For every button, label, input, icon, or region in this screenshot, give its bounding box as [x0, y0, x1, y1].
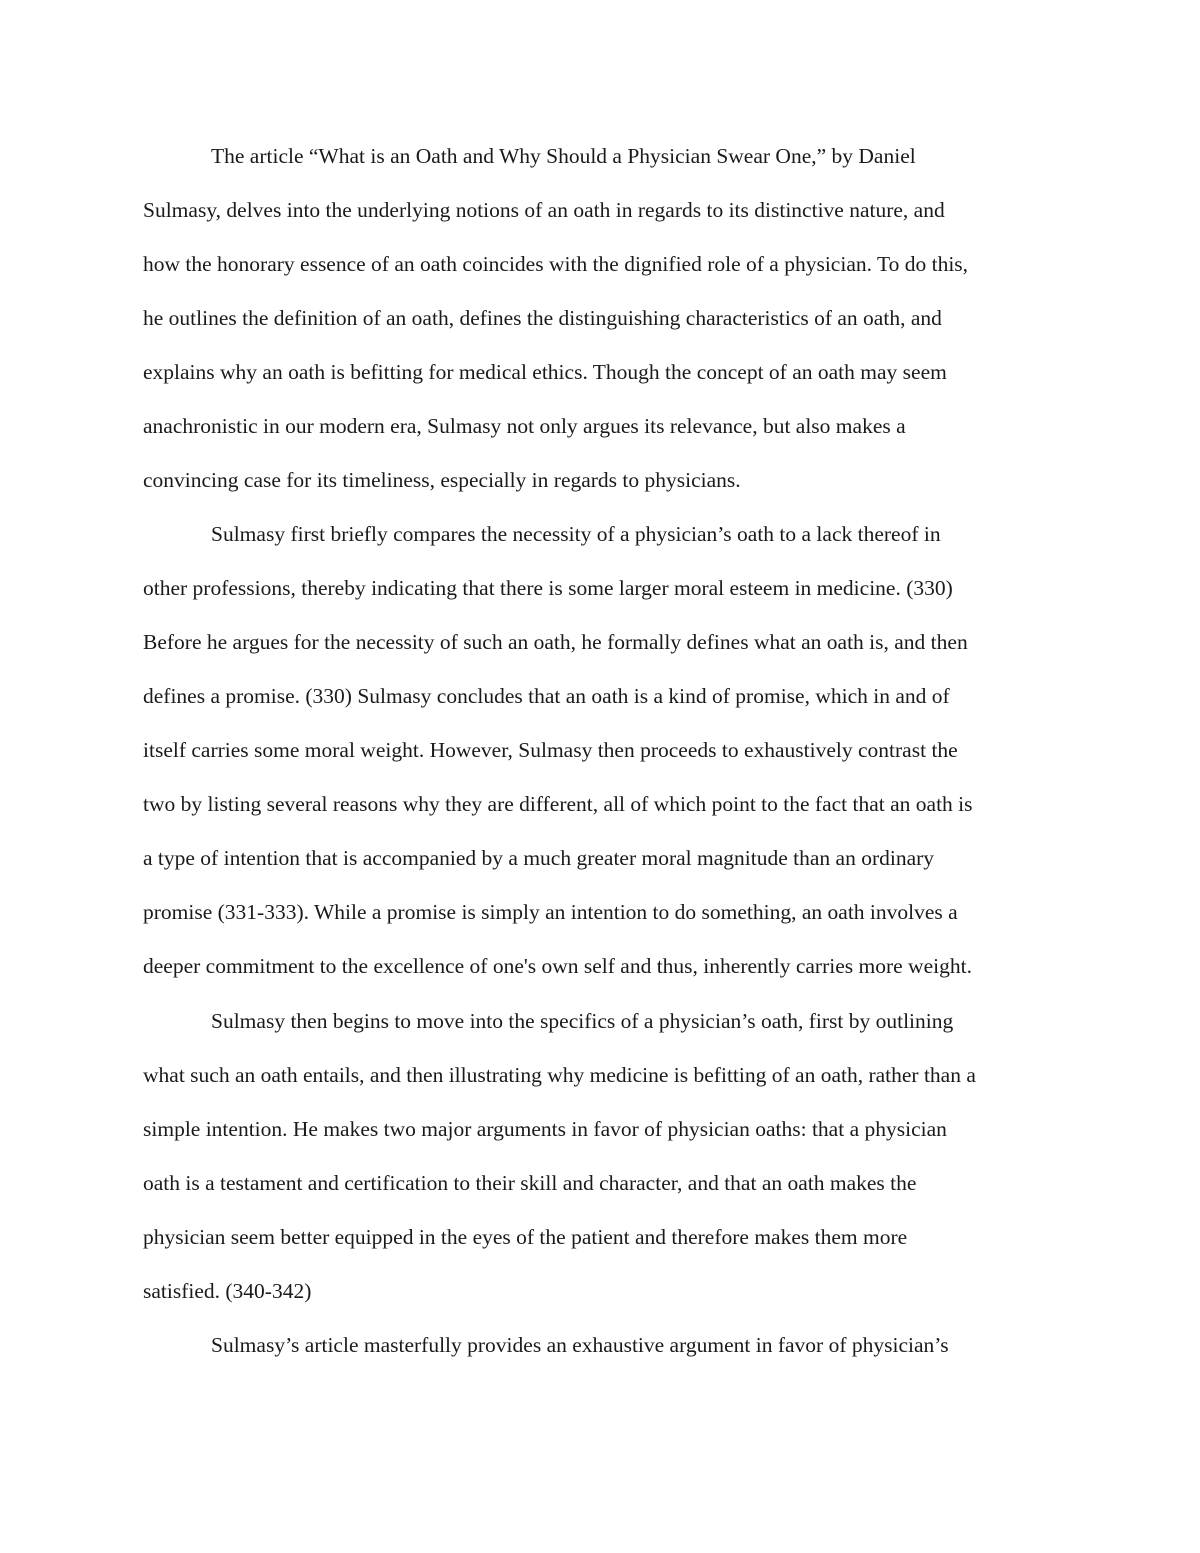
paragraph-3-line-4: oath is a testament and certification to their skill and character, and that an oath makes the	[143, 1171, 917, 1195]
paragraph-1-line-4: he outlines the definition of an oath, defines the distinguishing characteristics of an oath, and	[143, 306, 942, 330]
paragraph-1-line-6: anachronistic in our modern era, Sulmasy not only argues its relevance, but also makes a	[143, 414, 906, 438]
paragraph-2-line-5: itself carries some moral weight. However, Sulmasy then proceeds to exhaustively contrast the	[143, 738, 958, 762]
paragraph-1-line-1: The article “What is an Oath and Why Should a Physician Swear One,” by Daniel	[211, 144, 916, 168]
paragraph-3-line-2: what such an oath entails, and then illustrating why medicine is befitting of an oath, rather than a	[143, 1063, 976, 1087]
paragraph-2-line-3: Before he argues for the necessity of such an oath, he formally defines what an oath is, and then	[143, 630, 968, 654]
paragraph-2-line-4: defines a promise. (330) Sulmasy concludes that an oath is a kind of promise, which in and of	[143, 684, 950, 708]
paragraph-1-line-2: Sulmasy, delves into the underlying notions of an oath in regards to its distinctive nature, and	[143, 198, 945, 222]
paragraph-1-line-3: how the honorary essence of an oath coincides with the dignified role of a physician. To do this,	[143, 252, 969, 276]
paragraph-2-line-8: promise (331-333). While a promise is simply an intention to do something, an oath involves a	[143, 900, 958, 924]
paragraph-1-line-5: explains why an oath is befitting for medical ethics. Though the concept of an oath may seem	[143, 360, 947, 384]
paragraph-2-line-9: deeper commitment to the excellence of one's own self and thus, inherently carries more weight.	[143, 954, 972, 978]
paragraph-1-line-7: convincing case for its timeliness, especially in regards to physicians.	[143, 468, 741, 492]
paragraph-3-line-1: Sulmasy then begins to move into the specifics of a physician’s oath, first by outlining	[211, 1009, 954, 1033]
paragraph-3-line-5: physician seem better equipped in the eyes of the patient and therefore makes them more	[143, 1225, 908, 1249]
paragraph-3-line-3: simple intention. He makes two major arguments in favor of physician oaths: that a physician	[143, 1117, 947, 1141]
paragraph-2-line-7: a type of intention that is accompanied by a much greater moral magnitude than an ordinary	[143, 846, 935, 870]
paragraph-2-line-6: two by listing several reasons why they are different, all of which point to the fact that an oath is	[143, 792, 973, 816]
paragraph-2-line-1: Sulmasy first briefly compares the necessity of a physician’s oath to a lack thereof in	[211, 522, 941, 546]
paragraph-4-line-1: Sulmasy’s article masterfully provides an exhaustive argument in favor of physician’s	[211, 1333, 949, 1357]
paragraph-3-line-6: satisfied. (340-342)	[143, 1279, 312, 1303]
paragraph-2-line-2: other professions, thereby indicating that there is some larger moral esteem in medicine. (330)	[143, 576, 953, 600]
